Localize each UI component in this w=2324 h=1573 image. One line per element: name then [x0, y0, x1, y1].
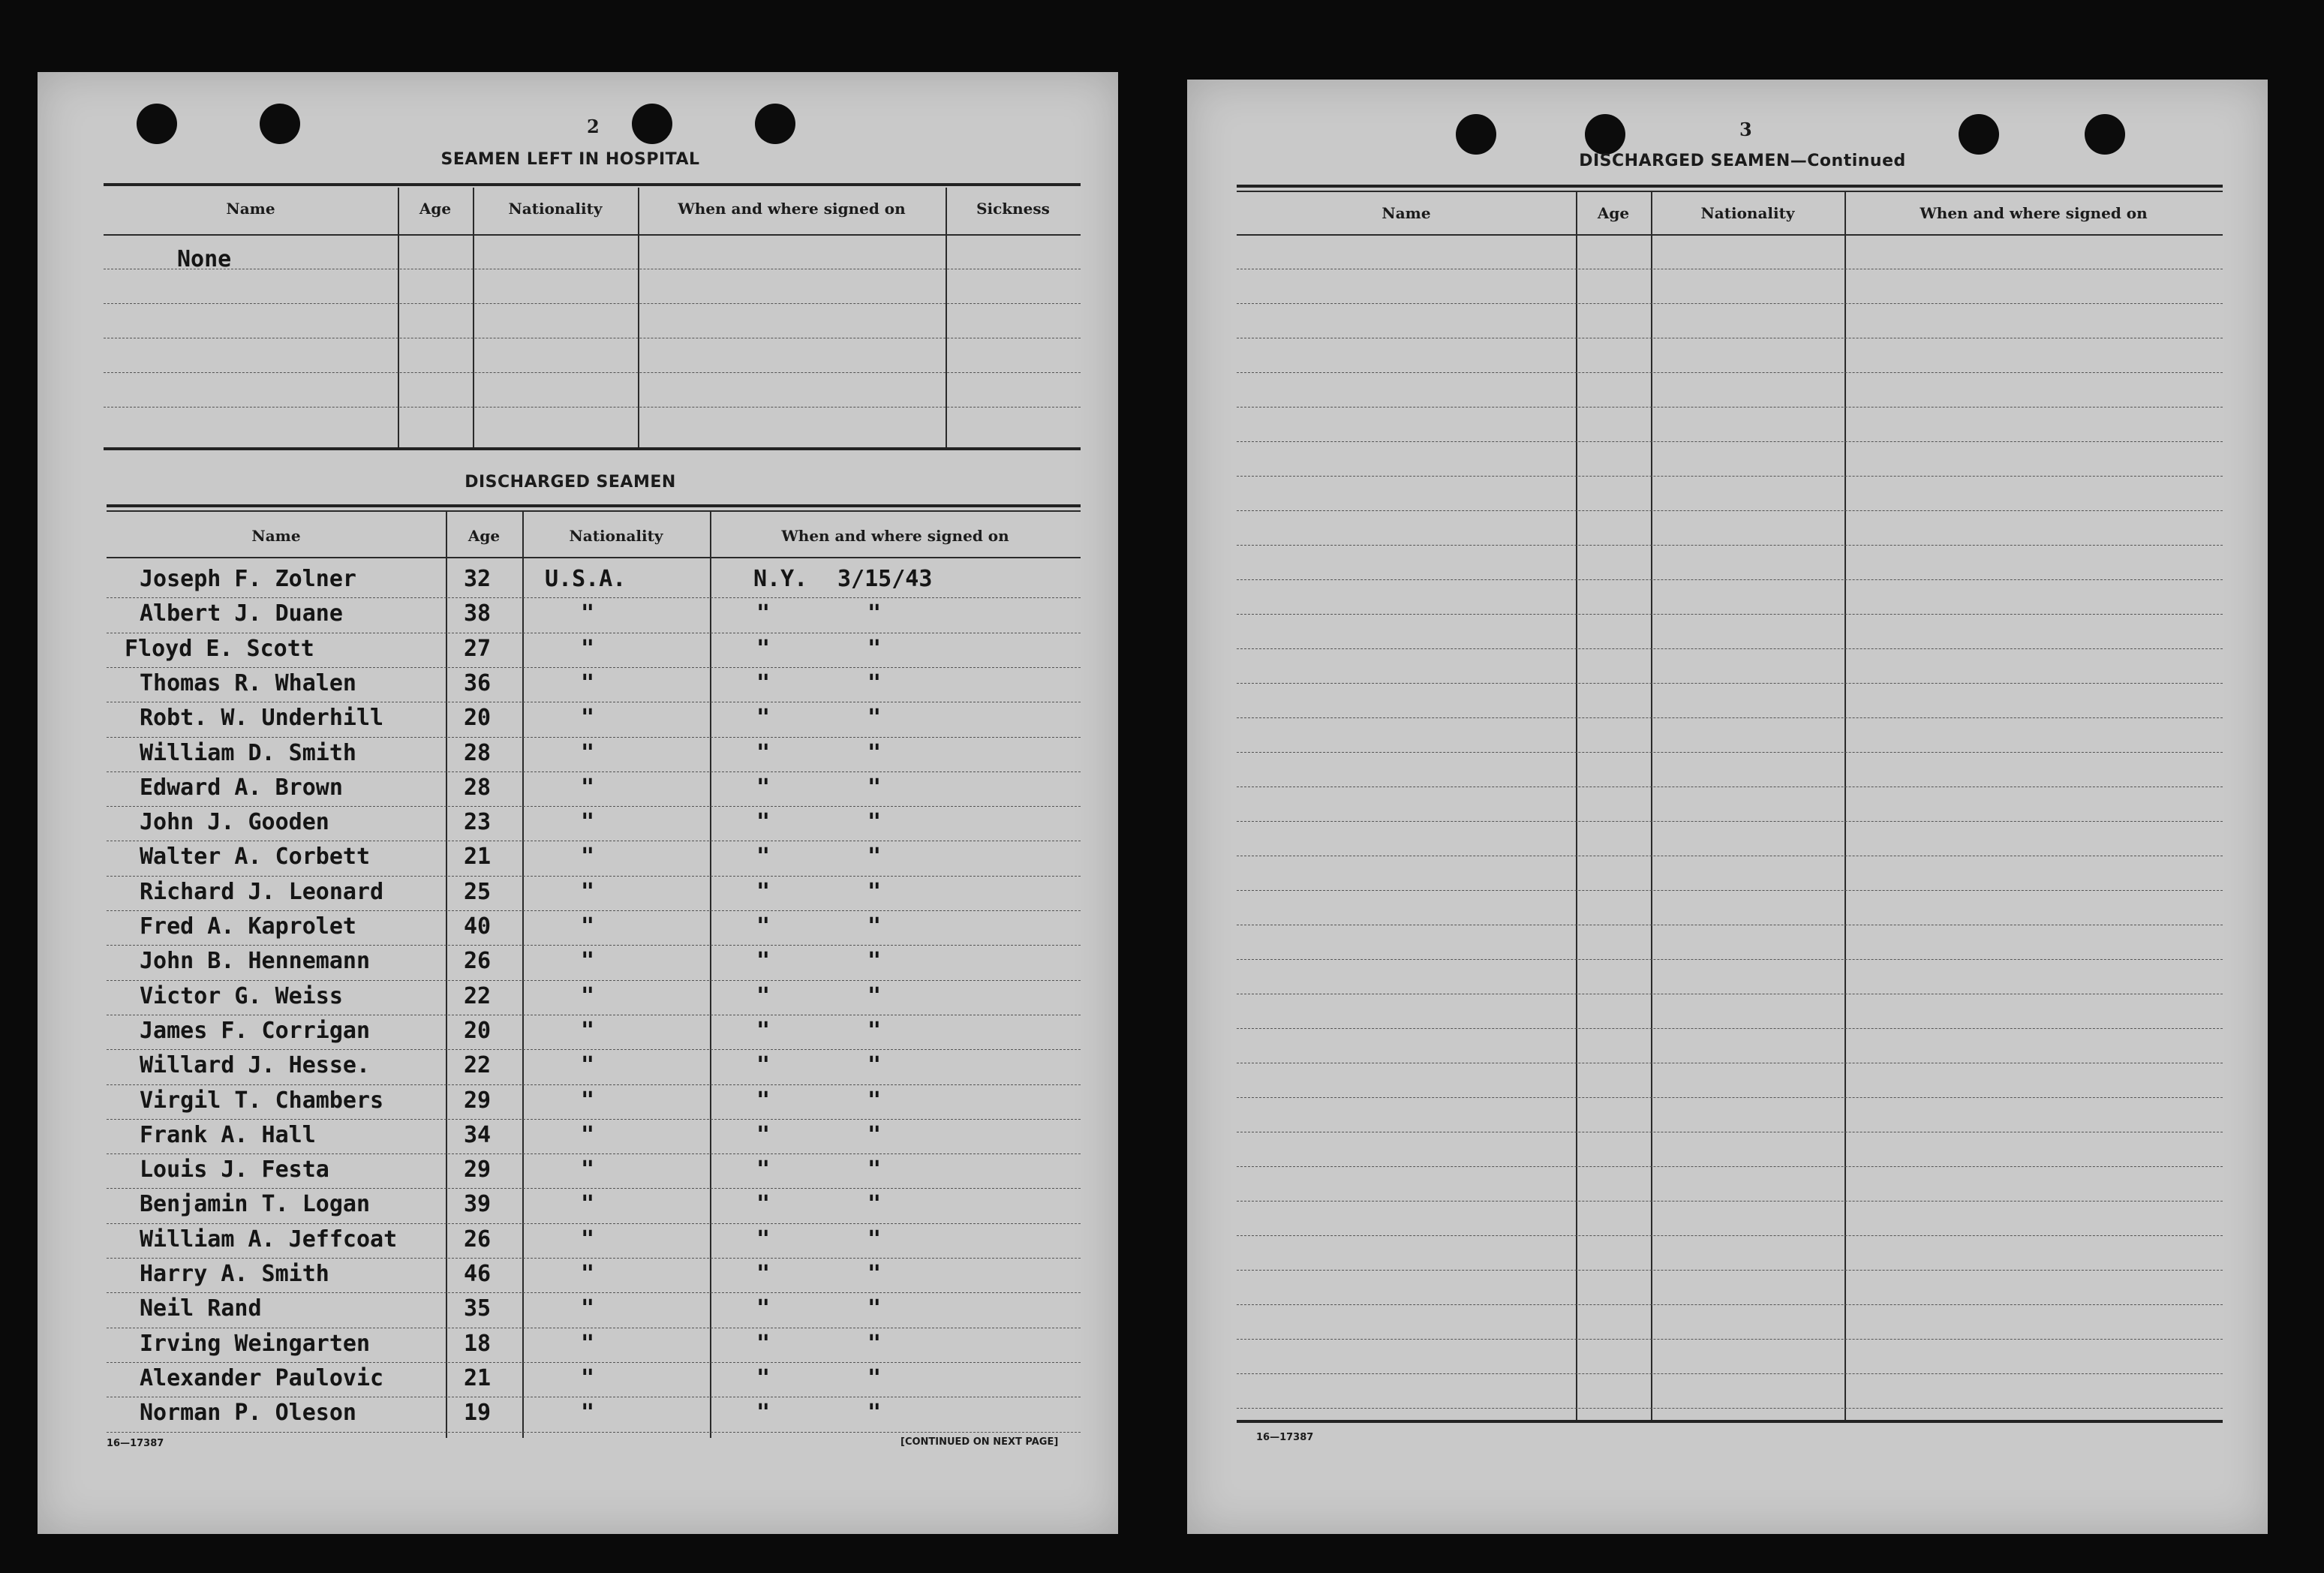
dotted-line	[1237, 441, 2223, 442]
column-header: Sickness	[976, 200, 1050, 218]
binder-hole	[1585, 114, 1625, 155]
dotted-line	[107, 876, 1081, 877]
column-header: When and where signed on	[1920, 204, 2148, 222]
signed-on-place: "	[756, 1226, 771, 1253]
seaman-name: Benjamin T. Logan	[140, 1191, 371, 1218]
signed-on-place: "	[756, 1156, 771, 1184]
seaman-nationality: "	[581, 1017, 595, 1044]
dotted-line	[1237, 683, 2223, 684]
signed-on-date: "	[867, 878, 882, 905]
column-header: Nationality	[508, 200, 603, 218]
dotted-line	[107, 910, 1081, 911]
signed-on-place: "	[756, 669, 771, 696]
signed-on-place: "	[756, 1087, 771, 1114]
dotted-line	[1237, 1028, 2223, 1029]
seaman-age: 32	[464, 566, 492, 592]
seaman-nationality: "	[581, 739, 595, 766]
column-header: Age	[1597, 204, 1630, 222]
signed-on-date: "	[867, 1017, 882, 1044]
seaman-age: 25	[464, 878, 492, 905]
binder-hole	[137, 104, 177, 144]
seaman-nationality: "	[581, 913, 595, 940]
signed-on-place: "	[756, 809, 771, 836]
dotted-line	[1237, 476, 2223, 477]
signed-on-place: "	[756, 1330, 771, 1357]
dotted-line	[1237, 407, 2223, 408]
signed-on-date: "	[867, 1156, 882, 1184]
dotted-line	[107, 1432, 1081, 1433]
dotted-line	[1237, 648, 2223, 649]
table-rule	[107, 510, 1081, 512]
column-divider	[710, 512, 711, 1438]
page-number: 3	[1739, 119, 1752, 140]
signed-on-place: "	[756, 635, 771, 662]
dotted-line	[1237, 1339, 2223, 1340]
signed-on-date: "	[867, 1330, 882, 1357]
dotted-line	[107, 1153, 1081, 1154]
signed-on-place: "	[756, 1017, 771, 1044]
seaman-age: 20	[464, 1017, 492, 1044]
seaman-age: 20	[464, 705, 492, 732]
dotted-line	[1237, 303, 2223, 304]
signed-on-date: "	[867, 1121, 882, 1148]
dotted-line	[1237, 1304, 2223, 1305]
signed-on-date: "	[867, 774, 882, 801]
table-rule	[104, 234, 1081, 236]
dotted-line	[107, 945, 1081, 946]
signed-on-date: "	[867, 635, 882, 662]
signed-on-place: "	[756, 913, 771, 940]
seaman-nationality: "	[581, 1052, 595, 1079]
binder-hole	[1959, 114, 1999, 155]
form-number: 16—17387	[107, 1438, 164, 1449]
seaman-age: 23	[464, 809, 492, 836]
seaman-nationality: "	[581, 1364, 595, 1391]
seaman-age: 29	[464, 1156, 492, 1184]
signed-on-date: "	[867, 1400, 882, 1427]
table-rule	[104, 447, 1081, 450]
dotted-line	[104, 303, 1081, 304]
seaman-name: Thomas R. Whalen	[140, 669, 356, 696]
seaman-nationality: "	[581, 878, 595, 905]
discharged-section-title: DISCHARGED SEAMEN	[464, 473, 676, 492]
signed-on-date: "	[867, 739, 882, 766]
signed-on-place: "	[756, 878, 771, 905]
dotted-line	[1237, 1373, 2223, 1374]
seaman-name: Walter A. Corbett	[140, 844, 371, 871]
dotted-line	[104, 407, 1081, 408]
column-header: Name	[251, 527, 301, 545]
seaman-age: 21	[464, 844, 492, 871]
dotted-line	[1237, 1235, 2223, 1236]
dotted-line	[107, 737, 1081, 738]
seaman-age: 46	[464, 1261, 492, 1287]
signed-on-place: "	[756, 774, 771, 801]
discharged-continued-title: DISCHARGED SEAMEN—Continued	[1579, 152, 1906, 170]
seaman-age: 36	[464, 669, 492, 696]
seaman-nationality: "	[581, 669, 595, 696]
seaman-nationality: "	[581, 1261, 595, 1287]
seaman-age: 39	[464, 1191, 492, 1218]
seaman-age: 28	[464, 774, 492, 801]
seaman-age: 38	[464, 600, 492, 627]
seaman-name: Richard J. Leonard	[140, 878, 384, 905]
seaman-age: 28	[464, 739, 492, 766]
seaman-age: 21	[464, 1364, 492, 1391]
seaman-name: Victor G. Weiss	[140, 982, 343, 1009]
seaman-nationality: "	[581, 1087, 595, 1114]
dotted-line	[1237, 1166, 2223, 1167]
seaman-name: Edward A. Brown	[140, 774, 343, 801]
seaman-name: Harry A. Smith	[140, 1261, 329, 1287]
signed-on-date: "	[867, 1191, 882, 1218]
signed-on-date: 3/15/43	[837, 566, 933, 592]
signed-on-place: "	[756, 1052, 771, 1079]
binder-hole	[2085, 114, 2125, 155]
signed-on-place: "	[756, 1295, 771, 1322]
signed-on-place: "	[756, 739, 771, 766]
signed-on-date: "	[867, 1052, 882, 1079]
table-rule	[104, 183, 1081, 186]
seaman-nationality: "	[581, 948, 595, 975]
seaman-nationality: U.S.A.	[545, 566, 627, 592]
column-header: Nationality	[1700, 204, 1795, 222]
column-header: Nationality	[569, 527, 663, 545]
seaman-name: John B. Hennemann	[140, 948, 371, 975]
signed-on-place: "	[756, 948, 771, 975]
seaman-age: 26	[464, 948, 492, 975]
signed-on-place: "	[756, 600, 771, 627]
dotted-line	[1237, 752, 2223, 753]
column-divider	[446, 512, 447, 1438]
dotted-line	[107, 1084, 1081, 1085]
dotted-line	[107, 771, 1081, 772]
dotted-line	[1237, 510, 2223, 511]
column-header: Age	[468, 527, 501, 545]
column-divider	[522, 512, 524, 1438]
seaman-name: Louis J. Festa	[140, 1156, 329, 1184]
dotted-line	[1237, 545, 2223, 546]
column-header: When and where signed on	[781, 527, 1009, 545]
column-header: Name	[1381, 204, 1431, 222]
binder-hole	[260, 104, 300, 144]
signed-on-date: "	[867, 1087, 882, 1114]
signed-on-date: "	[867, 809, 882, 836]
seaman-nationality: "	[581, 600, 595, 627]
signed-on-date: "	[867, 948, 882, 975]
signed-on-place: "	[756, 1364, 771, 1391]
seaman-name: Willard J. Hesse.	[140, 1052, 371, 1079]
table-rule	[107, 557, 1081, 558]
binder-hole	[1456, 114, 1496, 155]
table-rule	[1237, 1420, 2223, 1423]
seaman-nationality: "	[581, 1400, 595, 1427]
seaman-age: 22	[464, 982, 492, 1009]
seaman-nationality: "	[581, 705, 595, 732]
seaman-name: William D. Smith	[140, 739, 356, 766]
seaman-name: Irving Weingarten	[140, 1330, 371, 1357]
seaman-nationality: "	[581, 1330, 595, 1357]
seaman-name: Virgil T. Chambers	[140, 1087, 384, 1114]
dotted-line	[1237, 1097, 2223, 1098]
seaman-age: 18	[464, 1330, 492, 1357]
seaman-name: Joseph F. Zolner	[140, 566, 356, 592]
column-header: When and where signed on	[678, 200, 906, 218]
dotted-line	[104, 372, 1081, 373]
dotted-line	[1237, 1270, 2223, 1271]
seaman-nationality: "	[581, 982, 595, 1009]
binder-hole	[755, 104, 795, 144]
seaman-nationality: "	[581, 1191, 595, 1218]
seaman-name: Norman P. Oleson	[140, 1400, 356, 1427]
right-page	[1187, 80, 2268, 1534]
seaman-age: 19	[464, 1400, 492, 1427]
dotted-line	[1237, 1408, 2223, 1409]
signed-on-place: "	[756, 1121, 771, 1148]
left-page	[38, 72, 1118, 1534]
seaman-age: 29	[464, 1087, 492, 1114]
column-divider	[398, 188, 399, 447]
seaman-age: 34	[464, 1121, 492, 1148]
signed-on-date: "	[867, 705, 882, 732]
seaman-name: Fred A. Kaprolet	[140, 913, 356, 940]
column-header: Name	[226, 200, 275, 218]
dotted-line	[107, 1362, 1081, 1363]
signed-on-place: "	[756, 705, 771, 732]
seaman-name: Neil Rand	[140, 1295, 262, 1322]
seaman-nationality: "	[581, 1295, 595, 1322]
seaman-nationality: "	[581, 635, 595, 662]
dotted-line	[1237, 579, 2223, 580]
dotted-line	[1237, 372, 2223, 373]
signed-on-place: "	[756, 1191, 771, 1218]
dotted-line	[107, 1258, 1081, 1259]
table-rule	[107, 504, 1081, 507]
binder-hole	[632, 104, 672, 144]
signed-on-date: "	[867, 1261, 882, 1287]
column-header: Age	[419, 200, 452, 218]
column-divider	[473, 188, 474, 447]
seaman-name: Frank A. Hall	[140, 1121, 316, 1148]
signed-on-place: "	[756, 982, 771, 1009]
column-divider	[638, 188, 639, 447]
dotted-line	[1237, 786, 2223, 787]
page-number: 2	[587, 116, 600, 137]
hospital-section-title: SEAMEN LEFT IN HOSPITAL	[440, 150, 700, 169]
seaman-age: 26	[464, 1226, 492, 1253]
signed-on-place: N.Y.	[753, 566, 808, 592]
seaman-age: 22	[464, 1052, 492, 1079]
seaman-name: James F. Corrigan	[140, 1017, 371, 1044]
seaman-nationality: "	[581, 809, 595, 836]
seaman-nationality: "	[581, 1226, 595, 1253]
dotted-line	[107, 1188, 1081, 1189]
dotted-line	[1237, 1201, 2223, 1202]
dotted-line	[107, 980, 1081, 981]
signed-on-date: "	[867, 1364, 882, 1391]
binding-tab	[1121, 72, 1187, 120]
dotted-line	[1237, 890, 2223, 891]
dotted-line	[1237, 614, 2223, 615]
dotted-line	[1237, 717, 2223, 718]
dotted-line	[107, 1223, 1081, 1224]
dotted-line	[107, 1049, 1081, 1050]
signed-on-date: "	[867, 669, 882, 696]
seaman-name: William A. Jeffcoat	[140, 1226, 398, 1253]
seaman-nationality: "	[581, 1121, 595, 1148]
seaman-name: Robt. W. Underhill	[140, 705, 384, 732]
signed-on-date: "	[867, 982, 882, 1009]
table-rule	[1237, 191, 2223, 192]
seaman-age: 27	[464, 635, 492, 662]
continued-note: [CONTINUED ON NEXT PAGE]	[900, 1436, 1059, 1448]
signed-on-date: "	[867, 1226, 882, 1253]
dotted-line	[1237, 821, 2223, 822]
dotted-line	[107, 806, 1081, 807]
seaman-name: Albert J. Duane	[140, 600, 343, 627]
seaman-age: 40	[464, 913, 492, 940]
seaman-name: Floyd E. Scott	[125, 635, 314, 662]
table-rule	[1237, 234, 2223, 236]
seaman-nationality: "	[581, 844, 595, 871]
signed-on-date: "	[867, 844, 882, 871]
seaman-name: Alexander Paulovic	[140, 1364, 384, 1391]
signed-on-place: "	[756, 1261, 771, 1287]
seaman-name: John J. Gooden	[140, 809, 329, 836]
seaman-nationality: "	[581, 1156, 595, 1184]
signed-on-place: "	[756, 1400, 771, 1427]
hospital-entry: None	[177, 246, 232, 272]
dotted-line	[107, 597, 1081, 598]
dotted-line	[107, 1119, 1081, 1120]
signed-on-date: "	[867, 1295, 882, 1322]
signed-on-date: "	[867, 913, 882, 940]
signed-on-date: "	[867, 600, 882, 627]
table-rule	[1237, 185, 2223, 188]
dotted-line	[107, 667, 1081, 668]
signed-on-place: "	[756, 844, 771, 871]
form-number: 16—17387	[1256, 1432, 1314, 1443]
column-divider	[946, 188, 947, 447]
seaman-age: 35	[464, 1295, 492, 1322]
seaman-nationality: "	[581, 774, 595, 801]
dotted-line	[107, 1292, 1081, 1293]
dotted-line	[1237, 959, 2223, 960]
